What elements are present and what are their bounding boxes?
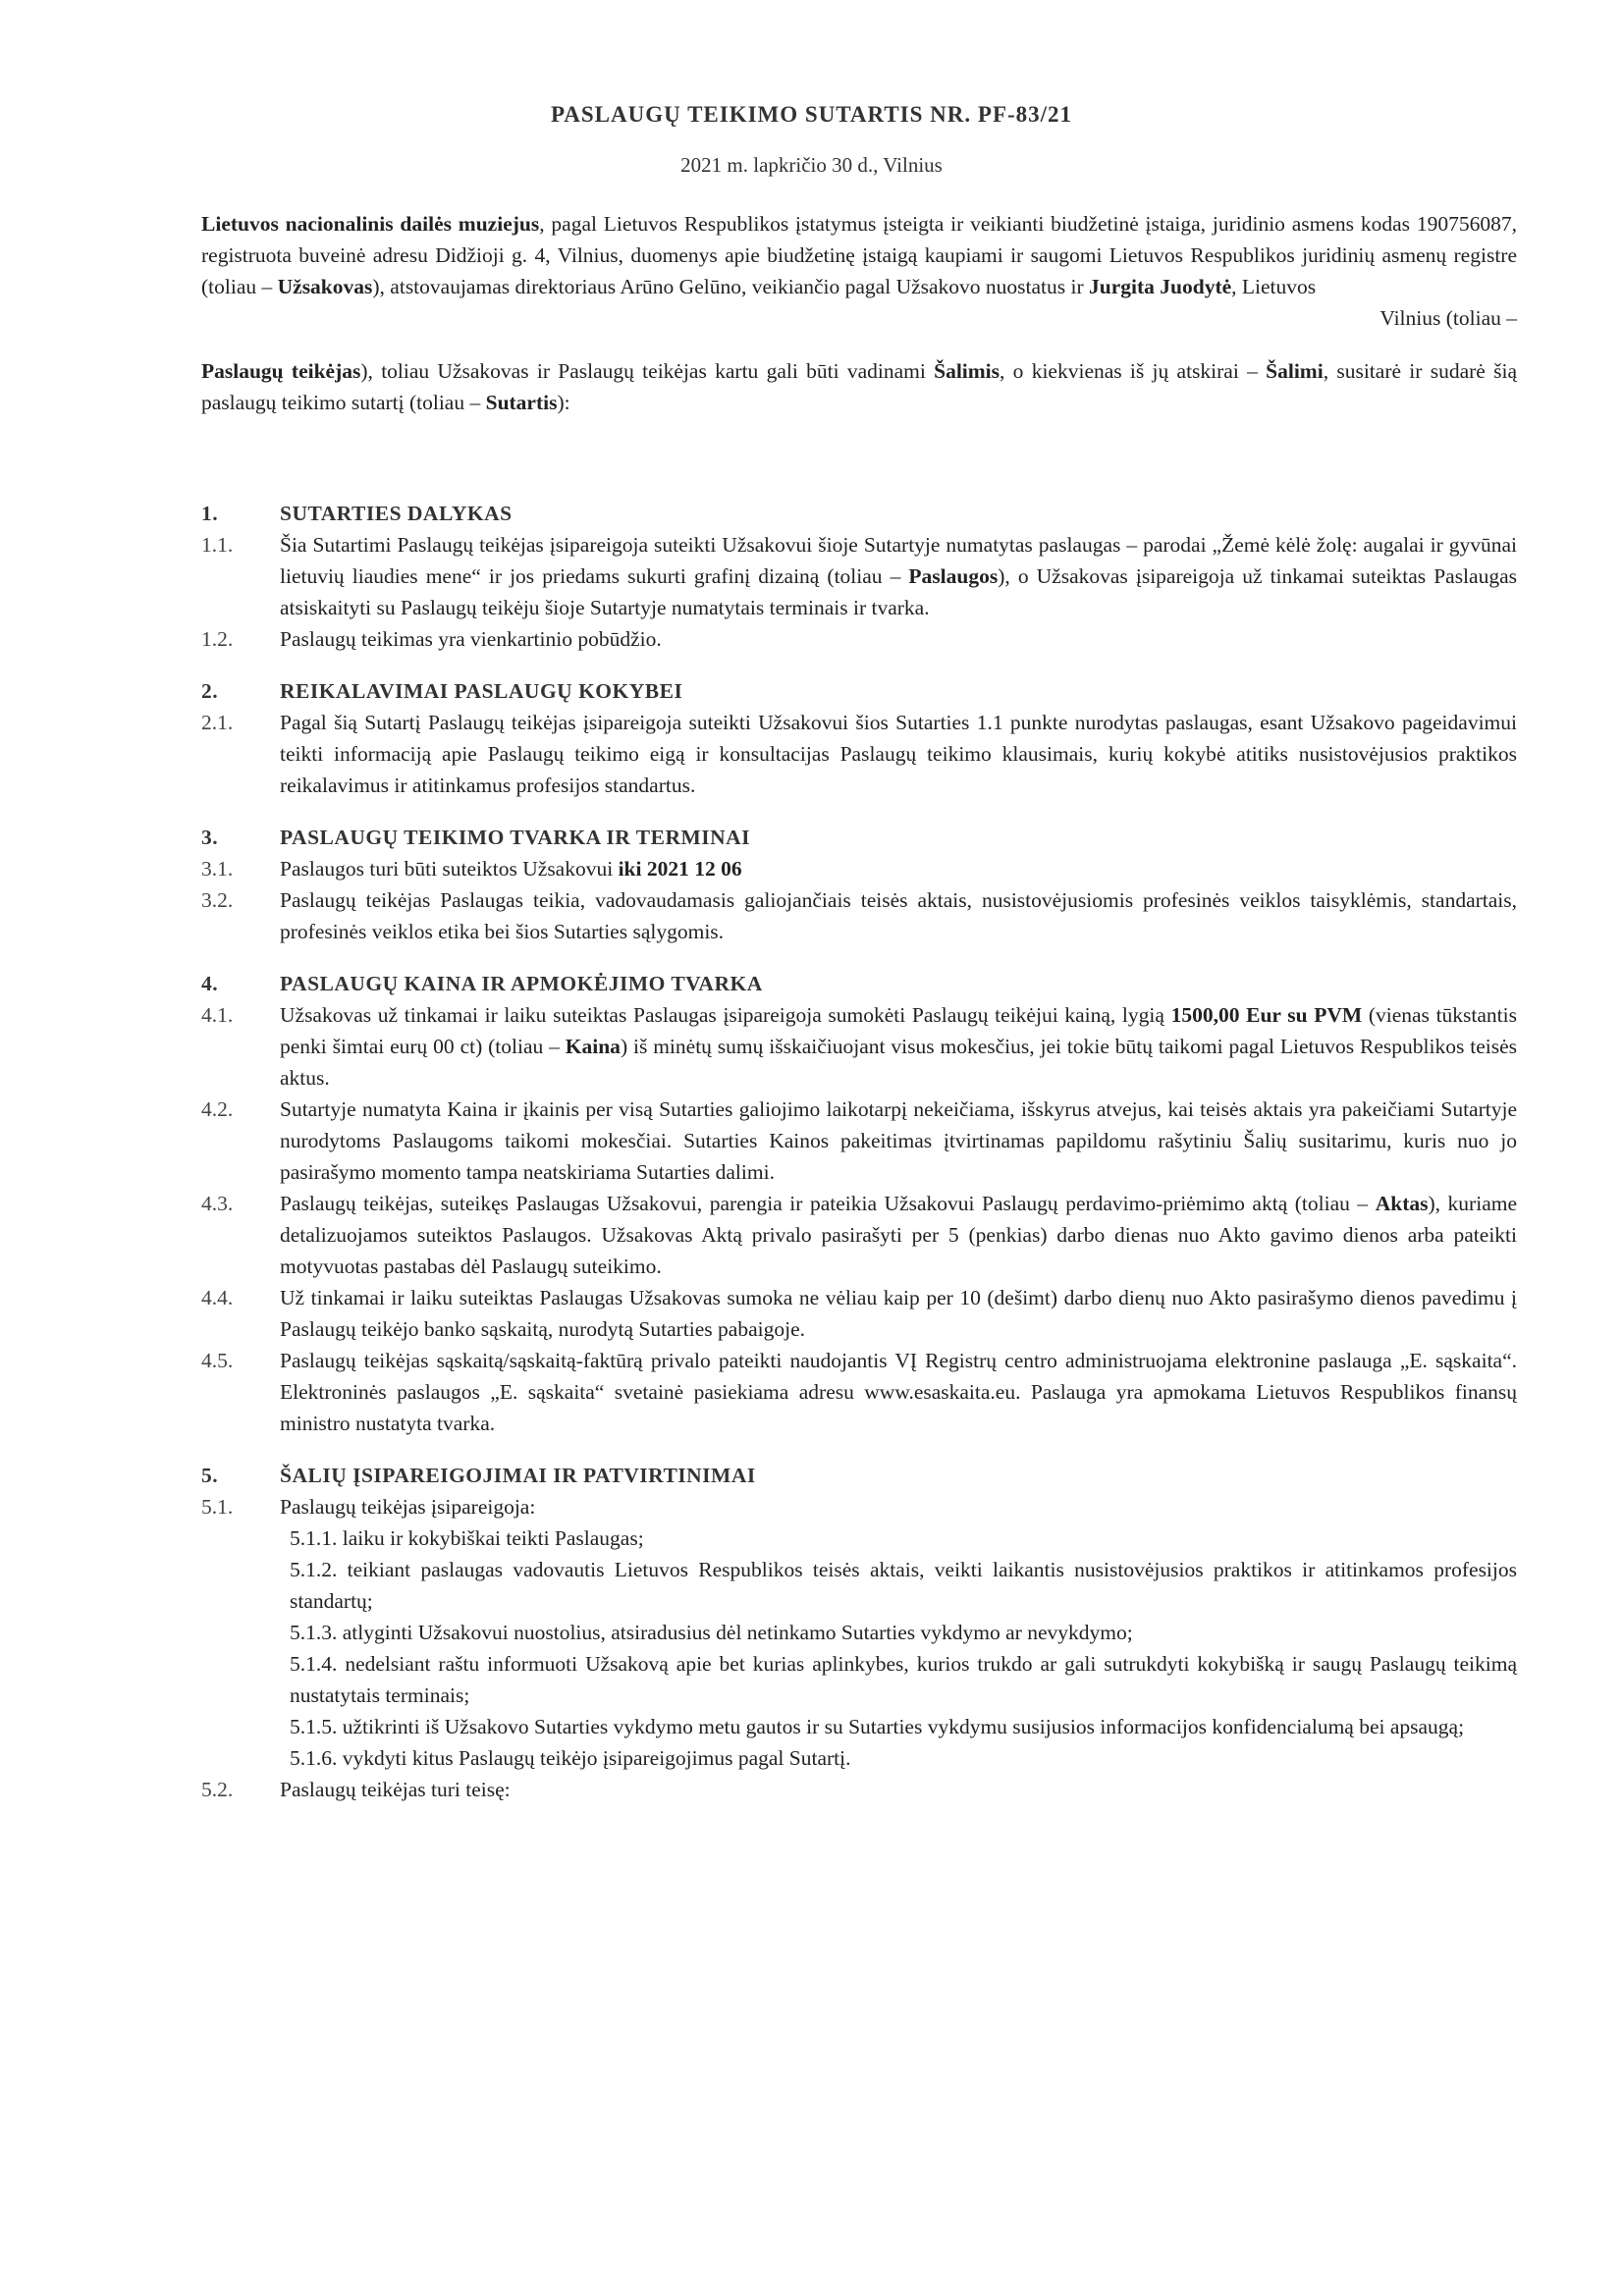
sub-clause: 5.1.6. vykdyti kitus Paslaugų teikėjo įsipareigojimus pagal Sutartį. bbox=[290, 1746, 851, 1770]
section-heading: 4. PASLAUGŲ KAINA IR APMOKĖJIMO TVARKA bbox=[201, 972, 763, 995]
clause: 1.2. Paslaugų teikimas yra vienkartinio pobūdžio. bbox=[201, 627, 662, 651]
sub-clause: 5.1.1. laiku ir kokybiškai teikti Paslaugas; bbox=[290, 1526, 644, 1550]
section-heading: 1. SUTARTIES DALYKAS bbox=[201, 502, 513, 525]
defined-term: Paslaugų teikėjas bbox=[201, 359, 361, 383]
clause: 4.3. Paslaugų teikėjas, suteikęs Paslaugas Užsakovui, parengia ir pateikia Užsakovui Paslaugų perdavimo-priėmimo aktą (toliau – Aktas), kuriame detalizuojamos suteiktos Paslaugos. Užsakovas Aktą privalo pasirašyti per 5 (penkias) darbo dienas nuo Akto gavimo dienos arba pateikti motyvuotas pastabas dėl Paslaugų suteikimo. bbox=[201, 1192, 1517, 1278]
section-heading: 2. REIKALAVIMAI PASLAUGŲ KOKYBEI bbox=[201, 679, 683, 703]
clause: 1.1. Šia Sutartimi Paslaugų teikėjas įsipareigoja suteikti Užsakovui šioje Sutartyje numatytas paslaugas – parodai „Žemė kėlė žolę: augalai ir gyvūnai lietuvių liaudies mene“ ir jos priedams sukurti grafinį dizainą (toliau – Paslaugos), o Užsakovas įsipareigoja už tinkamai suteiktas Paslaugas atsiskaityti su Paslaugų teikėju šioje Sutartyje numatytais terminais ir tvarka. bbox=[201, 533, 1517, 619]
contract-body bbox=[201, 498, 1517, 1805]
parties-intro bbox=[201, 208, 1517, 418]
sub-clause: 5.1.3. atlyginti Užsakovui nuostolius, atsiradusius dėl netinkamo Sutarties vykdymo ar nevykdymo; bbox=[290, 1621, 1133, 1644]
clause: 3.1. Paslaugos turi būti suteiktos Užsakovui iki 2021 12 06 bbox=[201, 857, 742, 881]
clause: 4.1. Užsakovas už tinkamai ir laiku suteiktas Paslaugas įsipareigoja sumokėti Paslaugų teikėjui kainą, lygią 1500,00 Eur su PVM (vienas tūkstantis penki šimtai eurų 00 ct) (toliau – Kaina) iš minėtų sumų išskaičiuojant visus mokesčius, jei tokie būtų taikomi pagal Lietuvos Respublikos teisės aktus. bbox=[201, 1003, 1517, 1090]
sub-clause: 5.1.4. nedelsiant raštu informuoti Užsakovą apie bet kurias aplinkybes, kurios trukdo ar gali sutrukdyti kokybišką ir saugų Paslaugų teikimą nustatytais terminais; bbox=[290, 1652, 1517, 1707]
party-customer-name: Lietuvos nacionalinis dailės muziejus bbox=[201, 212, 540, 236]
party-provider-name: Jurgita Juodytė bbox=[1089, 275, 1232, 298]
intro-paragraph-1: Lietuvos nacionalinis dailės muziejus, pagal Lietuvos Respublikos įstatymus įsteigta ir veikianti biudžetinė įstaiga, juridinio asmens kodas 190756087, registruota buveinė adresu Didžioji g. 4, Vilnius, duomenys apie biudžetinę įstaigą kaupiami ir saugomi Lietuvos Respublikos juridinių asmenų registre (toliau – Užsakovas), atstovaujamas direktoriaus Arūno Gelūno, veikiančio pagal Užsakovo nuostatus ir Jurgita Juodytė, Lietuvos bbox=[201, 212, 1517, 298]
section-heading: 5. ŠALIŲ ĮSIPAREIGOJIMAI IR PATVIRTINIMAI bbox=[201, 1464, 756, 1487]
clause: 3.2. Paslaugų teikėjas Paslaugas teikia, vadovaudamasis galiojančiais teisės aktais, nusistovėjusiomis profesinės veiklos taisyklėmis, standartais, profesinės veiklos etika bei šios Sutarties sąlygomis. bbox=[201, 888, 1517, 943]
clause: 2.1. Pagal šią Sutartį Paslaugų teikėjas įsipareigoja suteikti Užsakovui šios Sutarties 1.1 punkte nurodytas paslaugas, esant Užsakovo pageidavimui teikti informaciją apie Paslaugų teikimo eigą ir konsultacijas Paslaugų teikimo klausimais, kurių kokybė atitiks nusistovėjusios praktikos reikalavimus ir atitinkamus profesijos standartus. bbox=[201, 711, 1517, 797]
document-date-place: 2021 m. lapkričio 30 d., Vilnius bbox=[680, 153, 943, 177]
document-title: PASLAUGŲ TEIKIMO SUTARTIS NR. PF-83/21 bbox=[550, 102, 1073, 127]
clause: 5.1. Paslaugų teikėjas įsipareigoja: bbox=[201, 1495, 536, 1519]
defined-term: Šalimi bbox=[1266, 359, 1324, 383]
clause: 4.4. Už tinkamai ir laiku suteiktas Paslaugas Užsakovas sumoka ne vėliau kaip per 10 (dešimt) darbo dienų nuo Akto pasirašymo dienos pavedimu į Paslaugų teikėjo banko sąskaitą, nurodytą Sutarties pabaigoje. bbox=[201, 1286, 1517, 1341]
clause: 4.5. Paslaugų teikėjas sąskaitą/sąskaitą-faktūrą privalo pateikti naudojantis VĮ Registrų centro administruojama elektronine paslauga „E. sąskaita“. Elektroninės paslaugos „E. sąskaita“ svetainė pasiekiama adresu www.esaskaita.eu. Paslauga yra apmokama Lietuvos Respublikos finansų ministro nustatyta tvarka. bbox=[201, 1349, 1517, 1435]
defined-term: Sutartis bbox=[485, 391, 558, 414]
sub-clause: 5.1.2. teikiant paslaugas vadovautis Lietuvos Respublikos teisės aktais, veikti laikantis nusistovėjusios praktikos ir atitinkamos profesijos standartų; bbox=[290, 1558, 1517, 1613]
intro-address-tail: Vilnius (toliau – bbox=[1380, 306, 1517, 330]
section-heading: 3. PASLAUGŲ TEIKIMO TVARKA IR TERMINAI bbox=[201, 826, 751, 849]
defined-term: Šalimis bbox=[934, 359, 1001, 383]
clause: 4.2. Sutartyje numatyta Kaina ir įkainis per visą Sutarties galiojimo laikotarpį nekeičiama, išskyrus atvejus, kai teisės aktais yra pakeičiami Sutartyje nurodytoms Paslaugoms taikomi mokesčiai. Sutarties Kainos pakeitimas įtvirtinamas papildomu rašytiniu Šalių susitarimu, kuris nuo jo pasirašymo momento tampa neatskiriama Sutarties dalimi. bbox=[201, 1097, 1517, 1184]
sub-clause: 5.1.5. užtikrinti iš Užsakovo Sutarties vykdymo metu gautos ir su Sutarties vykdymu susijusios informacijos konfidencialumą bei apsaugą; bbox=[290, 1715, 1465, 1738]
intro-paragraph-2: Paslaugų teikėjas), toliau Užsakovas ir Paslaugų teikėjas kartu gali būti vadinami Šalimis, o kiekvienas iš jų atskirai – Šalimi, susitarė ir sudarė šią paslaugų teikimo sutartį (toliau – Sutartis): bbox=[201, 359, 1517, 414]
defined-term: Užsakovas bbox=[277, 275, 373, 298]
clause: 5.2. Paslaugų teikėjas turi teisę: bbox=[201, 1778, 511, 1801]
